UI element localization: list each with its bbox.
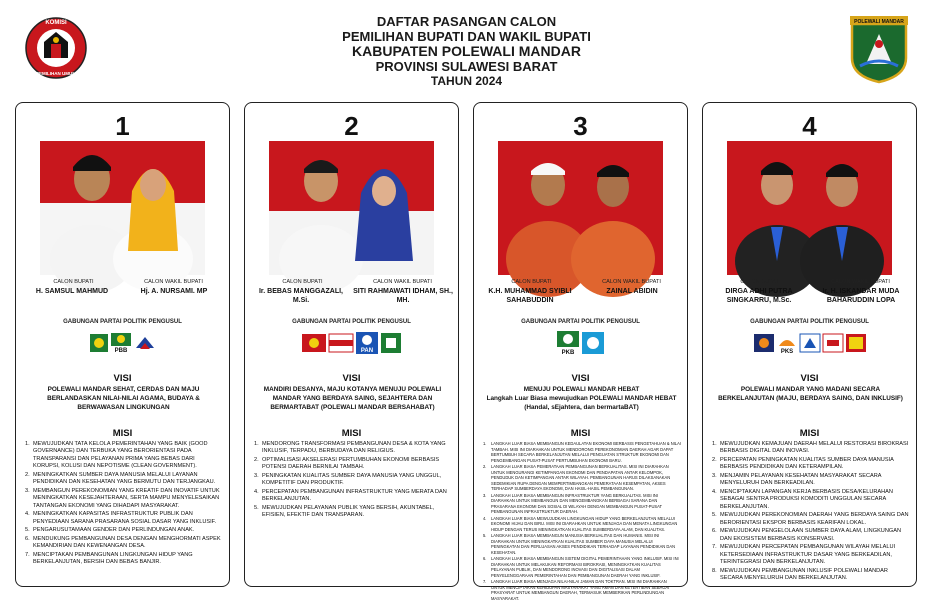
candidate-photo <box>269 141 434 275</box>
misi-item-text: MEWUJUDKAN PEREKONOMIAN DAERAH YANG BERDAYA SAING DAN BERORIENTASI EKSPOR BERBASIS KEARIFAN LOKAL. <box>720 512 909 526</box>
misi-item-number: 3. <box>254 473 259 479</box>
candidate-card-2 <box>244 102 459 587</box>
coalition-label: GABUNGAN PARTAI POLITIK PENGUSUL <box>63 319 182 325</box>
role-label-bupati: CALON BUPATI <box>740 279 781 285</box>
misi-heading: MISI <box>570 428 591 439</box>
misi-item <box>25 488 223 510</box>
misi-list <box>25 441 223 568</box>
visi-text <box>257 385 448 412</box>
misi-item-number: 6. <box>712 528 717 535</box>
polman-regency-logo <box>848 14 910 84</box>
candidate-number: 2 <box>344 111 359 141</box>
misi-item-number: 6. <box>25 535 30 542</box>
misi-item-number: 5. <box>483 533 487 538</box>
misi-item <box>712 512 910 527</box>
wakil-name: Hj. A. NURSAMI. MP <box>140 288 208 295</box>
misi-item <box>712 528 910 543</box>
misi-item-number: 3. <box>483 492 487 498</box>
visi-main: MANDIRI DESANYA, MAJU KOTANYA MENUJU POLEWALI MANDAR YANG BERDAYA SAING, SEJAHTERA DAN BERMARTABAT (POLEWALI MANDAR BERSAHABAT) <box>263 386 442 411</box>
page-header <box>0 0 933 100</box>
misi-item-number: 5. <box>254 505 259 511</box>
misi-item-number: 4. <box>254 489 259 495</box>
svg-text:PBB: PBB <box>114 347 127 354</box>
misi-heading: MISI <box>341 428 362 439</box>
misi-item <box>483 516 681 533</box>
wakil-name: Ir. H. ISKANDAR MUDA BAHARUDDIN LOPA <box>822 288 900 304</box>
misi-item <box>483 556 681 578</box>
misi-item-number: 1. <box>25 441 30 447</box>
misi-item-text: MENDUKUNG PEMBANGUNAN DESA DENGAN MENGHORMATI ASPEK KEMANDIRIAN DAN KEWENANGAN DESA. <box>33 535 221 550</box>
misi-item <box>483 533 681 555</box>
misi-item-text: MENJAMIN PELAYANAN KESEHATAN MASYARAKAT SECARA MENYELURUH DAN BERKEADILAN. <box>720 473 882 487</box>
visi-sub: Langkah Luar Biasa mewujudkan POLEWALI MANDAR HEBAT (Handal, sEjahtera, dan bermartaBAT) <box>486 395 677 411</box>
kpu-logo-text2: PEMILIHAN UMUM <box>36 71 76 76</box>
candidate-photo <box>727 141 892 275</box>
candidate-number: 3 <box>573 111 588 141</box>
misi-item-text: OPTIMALISASI AKSELERASI PERTUMBUHAN EKONOMI BERBASIS POTENSI DAERAH BERNILAI TAMBAH. <box>262 457 440 471</box>
title-line-3: KABUPATEN POLEWALI MANDAR <box>352 43 581 59</box>
candidate-card-1 <box>15 102 230 587</box>
misi-item <box>25 527 223 534</box>
bupati-name: H. SAMSUL MAHMUD <box>35 288 109 295</box>
misi-item <box>712 544 910 566</box>
role-label-wakil: CALON WAKIL BUPATI <box>144 279 203 285</box>
misi-item <box>254 473 452 488</box>
visi-main: POLEWALI MANDAR SEHAT, CERDAS DAN MAJU BERLANDASKAN NILAI-NILAI AGAMA, BUDAYA & BERWAWASAN LINGKUNGAN <box>47 386 200 411</box>
visi-heading: VISI <box>113 373 132 384</box>
misi-item <box>712 568 910 583</box>
party-logo-pan <box>356 332 378 359</box>
misi-item-number: 7. <box>25 551 30 558</box>
misi-item <box>483 464 681 492</box>
misi-item-number: 7. <box>712 544 717 551</box>
misi-item-text: MEWUJUDKAN PELAYANAN PUBLIK YANG BERSIH, AKUNTABEL, EFISIEN, EFEKTIF DAN TRANSPARAN. <box>262 505 435 519</box>
role-label-wakil: CALON WAKIL BUPATI <box>602 279 661 285</box>
misi-item-text: MEMBANGUN PEREKONOMIAN YANG KREATIF DAN INOVATIF UNTUK MENINGKATKAN KESEJAHTERAAN, SERTA MAMPU MENYELESAIKAN TANTANGAN EKONOMI YANG DIHADAPI MASYARAKAT. <box>33 487 220 509</box>
party-logo-ppp <box>381 333 401 358</box>
misi-item-text: LANGKAH LUAR BIASA MEMBANGUN KEDAULATAN EKONOMI BERBASIS PENGETAHUAN & NILAI TAMBAH. MISI INI DIARAHKAN UNTUK MENDORONG PEREKONOMIAN DAERAH AGAR DAPAT BERTUMBUH SECARA BERKELANJUTAN MELALUI PENGUATAN STRUKTUR EKONOMI DAN PENGEMBANGAN PUSAT-PUSAT PERTUMBUHAN EKONOMI BARU. <box>491 441 681 463</box>
misi-item-number: 1. <box>483 441 487 446</box>
misi-item-text: MENCIPTAKAN PEMBANGUNAN LINGKUNGAN HIDUP YANG BERKELANJUTAN, BERSIH DAN BEBAS BANJIR. <box>33 551 193 566</box>
misi-item-text: MENCIPTAKAN LAPANGAN KERJA BERBASIS DESA/KELURAHAN SEBAGAI SENTRA PRODUKSI KOMODITI UNGGULAN SECARA BERKELANJUTAN. <box>720 489 893 510</box>
misi-item-text: PERCEPATAN PEMBANGUNAN INFRASTRUKTUR YANG MERATA DAN BERKELANJUTAN. <box>262 489 447 503</box>
misi-heading: MISI <box>112 428 133 439</box>
party-logos <box>245 331 458 359</box>
misi-heading: MISI <box>799 428 820 439</box>
misi-item <box>25 536 223 551</box>
candidate-number: 1 <box>115 111 130 141</box>
misi-item-number: 4. <box>712 489 717 495</box>
visi-heading: VISI <box>800 373 819 384</box>
misi-item <box>483 441 681 463</box>
misi-item-number: 2. <box>712 457 717 463</box>
misi-item-number: 5. <box>712 512 717 519</box>
party-logos <box>703 331 916 359</box>
title-line-2: PEMILIHAN BUPATI DAN WAKIL BUPATI <box>342 29 591 44</box>
misi-item-number: 3. <box>712 473 717 479</box>
misi-item-number: 2. <box>254 457 259 463</box>
party-logo-perindo <box>134 334 156 357</box>
misi-item <box>712 473 910 488</box>
misi-list <box>254 441 452 521</box>
misi-item-text: LANGKAH LUAR BIASA MEWUJUDKAN LINGKUNGAN HIDUP YANG BERKELANJUTAN MELALUI EKONOMI HIJAU DAN BIRU. MISI INI DIARAHKAN UNTUK MENJAGA DAN MENATA LINGKUNGAN HIDUP DENGAN TERUS MENINGKATKAN KUALITAS SUMBERDAYA ALAM, DAN KUALITAS. <box>491 515 678 532</box>
misi-item-text: MEWUJUDKAN PENGELOLAAN SUMBER DAYA ALAM, LINGKUNGAN DAN EKOSISTEM BERBASIS KONSERVASI. <box>720 528 902 542</box>
misi-item-text: LANGKAH LUAR BIASA MEMBANGUN MANUSIA BERKUALITAS DAN HUMANIS. MISI INI DIARAHKAN UNTUK MENINGKATKAN KUALITAS SUMBER DAYA MANUSIA MELALUI PENINGKATAN DAN PERLUASAN AKSES PENDIDIKAN TERHADAP LAYANAN PENDIDIKAN DAN KESEHATAN. <box>491 533 676 555</box>
party-logo-demokrat <box>800 334 820 357</box>
misi-list <box>483 441 681 602</box>
misi-item <box>712 489 910 511</box>
visi-heading: VISI <box>571 373 590 384</box>
role-label-bupati: CALON BUPATI <box>511 279 552 285</box>
misi-item-number: 1. <box>254 441 259 447</box>
svg-text:PAN: PAN <box>360 347 374 354</box>
visi-text <box>715 385 906 403</box>
misi-item <box>483 579 681 601</box>
role-label-bupati: CALON BUPATI <box>282 279 323 285</box>
misi-item <box>712 457 910 472</box>
role-label-wakil: CALON WAKIL BUPATI <box>373 279 432 285</box>
misi-item-number: 2. <box>483 464 487 469</box>
coalition-label: GABUNGAN PARTAI POLITIK PENGUSUL <box>750 319 869 325</box>
candidate-card-3 <box>473 102 688 601</box>
misi-item-number: 1. <box>712 441 717 447</box>
candidate-photo <box>498 141 663 275</box>
misi-item-text: MEWUJUDKAN PERCEPATAN PEMBANGUNAN WILAYAH MELALUI KETERSEDIAAN INFRASTRUKTUR DASAR YANG BERKEADILAN, TERINTEGRASI DAN BERKELANJUTAN. <box>720 544 896 566</box>
misi-item-text: MEWUJUDKAN KEMAJUAN DAERAH MELALUI RESTORASI BIROKRASI BERBASIS DIGITAL DAN INOVASI. <box>720 441 909 455</box>
misi-item <box>483 493 681 515</box>
party-logo-hanura <box>329 334 353 357</box>
misi-item <box>25 552 223 567</box>
title-line-5: TAHUN 2024 <box>430 74 503 88</box>
party-logo-pbb <box>111 333 131 358</box>
visi-heading: VISI <box>342 373 361 384</box>
misi-item-number: 5. <box>25 527 30 534</box>
bupati-name: DIRGA ADHI PUTRA SINGKARRU, M.Sc. <box>725 288 793 304</box>
party-logo-gelora <box>582 332 604 359</box>
misi-item-text: PERCEPATAN PENINGKATAN KUALITAS SUMBER DAYA MANUSIA BERBASIS PENDIDIKAN DAN KETERAMPILAN. <box>720 457 894 471</box>
coalition-label: GABUNGAN PARTAI POLITIK PENGUSUL <box>292 319 411 325</box>
misi-item <box>712 441 910 456</box>
misi-item-number: 4. <box>25 511 30 518</box>
svg-text:PKB: PKB <box>561 349 575 356</box>
misi-item-number: 3. <box>25 487 30 494</box>
candidate-photo <box>40 141 205 275</box>
misi-item-text: MENINGKATKAN SUMBER DAYA MANUSIA MELALUI LAYANAN PENDIDIKAN DAN KESEHATAN YANG BERMUTU DAN TERJANGKAU. <box>33 471 216 486</box>
misi-item-text: PENGARUSUTAMAAN GENDER DAN PERLINDUNGAN ANAK. <box>33 527 195 534</box>
misi-item-text: MEWUJUDKAN PEMBANGUNAN INKLUSIF POLEWALI MANDAR SECARA MENYELURUH DAN BERKELANJUTAN. <box>720 567 888 582</box>
party-logo-golkar <box>846 334 866 357</box>
party-logo-pkb <box>557 331 579 360</box>
misi-item <box>254 441 452 456</box>
misi-item-text: LANGKAH LUAR BIASA PEMERATAAN PEMBANGUNAN BERKUALITAS. MISI INI DIARAHKAN UNTUK MENGURANGI KETIMPANGAN EKONOMI DAN PENDAPATAN ANTAR KELOMPOK, PENDUDUK DAN KETIMPANGAN ANTAR WILAYAH. PEMBANGUNAN HARUS DILAKSANAKAN SEDEMIKIAN RUPA DENGAN MEMPERTIMBANGKAN PEMERATAAN KESEMPATAN, AKSES TERHADAP SUMBERDAYA EKONOMI, DAN HASIL-HASIL PEMBANGUNAN. <box>491 464 671 491</box>
misi-item <box>25 511 223 526</box>
misi-item <box>254 505 452 520</box>
party-logo-pks <box>777 332 797 359</box>
kpu-logo <box>24 14 88 86</box>
party-logo-pkb-like <box>90 334 108 357</box>
visi-main: POLEWALI MANDAR YANG MADANI SECARA BERKELANJUTAN (MAJU, BERDAYA SAING, DAN INKLUSIF) <box>718 386 903 402</box>
misi-item <box>254 457 452 472</box>
misi-item-number: 7. <box>483 579 487 584</box>
wakil-name: SITI RAHMAWATI IDHAM, SH., MH. <box>353 288 453 304</box>
misi-item-text: LANGKAH LUAR BIASA MEMBANGUN INFRASTRUKTUR YANG BERKUALITAS. MISI INI DIARAHKAN UNTUK MEMBANGUN DAN MENGEMBANGKAN BERBAGAI SARANA DAN PRASARANA EKONOMI DAN SOSIAL DI WILAYAH DENGAN MEMBANGUN PUSAT-PUSAT PEMBANGUNAN INFRASTRUKTUR DAERAH. <box>491 492 662 514</box>
misi-item-text: MENINGKATKAN KAPASITAS INFRASTRUKTUR PUBLIK DAN PENYEDIAAN SARANA PRASARANA SOSIAL DASAR YANG INKLUSIF. <box>33 511 216 525</box>
wakil-name: ZAINAL ABIDIN <box>606 288 658 295</box>
title-line-4: PROVINSI SULAWESI BARAT <box>375 59 558 74</box>
role-label-bupati: CALON BUPATI <box>53 279 94 285</box>
bupati-name: K.H. MUHAMMAD SYIBLI SAHABUDDIN <box>488 288 572 304</box>
role-label-wakil: CALON WAKIL BUPATI <box>831 279 890 285</box>
misi-item-text: LANGKAH LUAR BIASA MEMBANGUN SISTEM DIGITAL PEMERINTAHAN YANG INKLUSIF. MISI INI DIARAHKAN UNTUK MELAKUKAN REFORMASI BIROKRASI, MENINGKATKAN KUALITAS PELAYANAN PUBLIK, DAN MENDORONG INOVASI DAN DIGITALISASI DALAM PENYELENGGARAAN PEMERINTAHAN DAN PEMBANGUNAN DAERAH YANG INKLUSIF. <box>491 556 679 578</box>
bupati-name: Ir. BEBAS MANGGAZALI, M.Si. <box>258 288 343 304</box>
kpu-logo-text: KOMISI <box>45 20 67 26</box>
party-logos <box>474 331 687 359</box>
misi-item-number: 6. <box>483 556 487 561</box>
misi-list <box>712 441 910 584</box>
svg-text:PKS: PKS <box>780 348 793 355</box>
misi-item-text: LANGKAH LUAR BIASA MENJAGA NILAI-NILAI JAMAN DAN TOKTRAN. MISI INI DIARAHKAN UNTUK MENCIPTAKAN KEHIDUPAN MASYARAKAT YANG AMAN DAN KETERTIBAN SEBAGAI PRASYARAT UNTUK MEMBANGUN DAERAH, TERMASUK MEMBERIKAN PERLINDUNGAN MASYARAKAT. <box>491 579 670 601</box>
party-logo-buruh <box>823 334 843 357</box>
candidate-number: 4 <box>802 111 817 141</box>
misi-item <box>25 441 223 471</box>
coalition-label: GABUNGAN PARTAI POLITIK PENGUSUL <box>521 319 640 325</box>
polman-logo-text: POLEWALI MANDAR <box>854 19 904 25</box>
visi-main: MENUJU POLEWALI MANDAR HEBAT <box>523 386 640 393</box>
party-logo-gerindra <box>302 334 326 357</box>
misi-item <box>25 472 223 487</box>
misi-item-text: MENDORONG TRANSFORMASI PEMBANGUNAN DESA & KOTA YANG INKLUSIF, TERPADU, BERBUDAYA DAN RELIGIUS. <box>262 441 446 455</box>
misi-item-number: 2. <box>25 471 30 478</box>
title-line-1: DAFTAR PASANGAN CALON <box>376 14 557 29</box>
visi-text <box>486 385 677 412</box>
misi-item-number: 4. <box>483 515 487 521</box>
misi-item-text: MEWUJUDKAN TATA KELOLA PEMERINTAHAN YANG BAIK (GOOD GOVERNANCE) DAN TERBUKA YANG BERORIENTASI PADA TRANSPARANSI DAN PELAYANAN PRIMA YANG BEBAS DARI KORUPSI, KOLUSI DAN NEPOTISME (CLEAN GOVERNMENT). <box>33 441 208 470</box>
party-logos <box>16 331 229 359</box>
candidate-card-4 <box>702 102 917 587</box>
visi-text <box>28 385 219 412</box>
misi-item <box>254 489 452 504</box>
page-title <box>220 14 713 89</box>
misi-item-text: PENINGKATAN KUALITAS SUMBER DAYA MANUSIA YANG UNGGUL, KOMPETITIF DAN PRODUKTIF. <box>262 473 442 487</box>
misi-item-number: 8. <box>712 567 717 574</box>
party-logo-nasdem <box>754 334 774 357</box>
